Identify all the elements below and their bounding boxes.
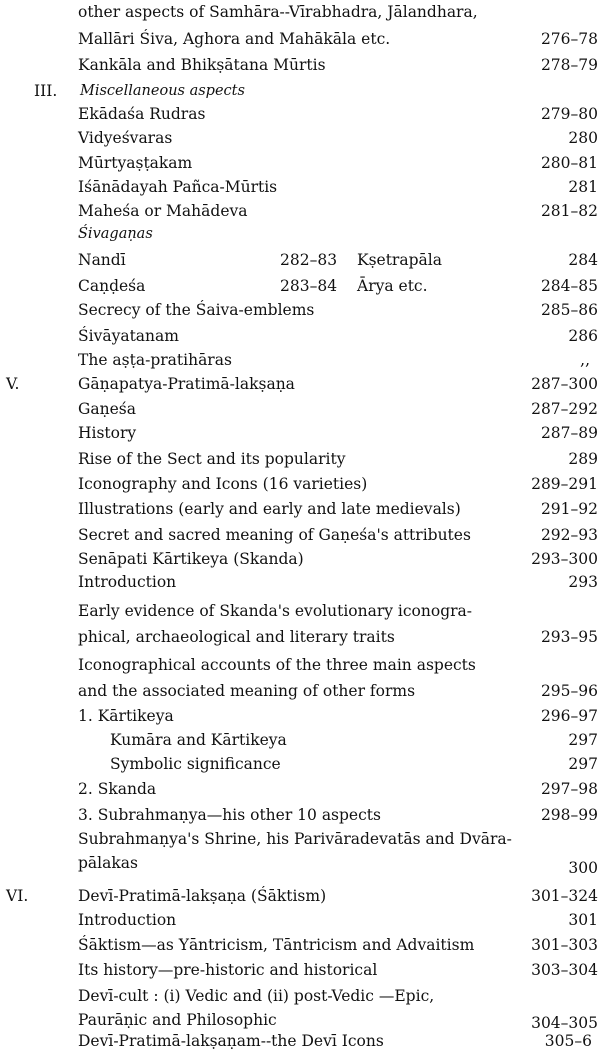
- entry-text: Subrahmaṇya's Shrine, his Parivāradevatās and Dvāra-: [78, 830, 512, 848]
- entry-text: Caṇḍeśa: [78, 277, 146, 295]
- toc-line: [0, 706, 600, 730]
- page-number: 293–300: [531, 550, 598, 568]
- page-number: 289: [568, 450, 598, 468]
- page-number: 300: [568, 859, 598, 877]
- toc-line: [0, 525, 600, 549]
- page-number: 289–291: [531, 475, 598, 493]
- toc-line: [0, 55, 600, 79]
- toc-line: [0, 399, 600, 423]
- section-number: VI.: [6, 887, 29, 905]
- entry-text: Illustrations (early and early and late medievals): [78, 500, 461, 518]
- entry-text: Introduction: [78, 573, 177, 591]
- toc-line: [0, 853, 600, 877]
- page-number: 303–304: [531, 961, 598, 979]
- mid-entry-text: Kṣetrapāla: [357, 251, 442, 269]
- page-number: 286: [568, 327, 598, 345]
- entry-text: 2. Skanda: [78, 780, 157, 798]
- toc-line: [0, 886, 600, 910]
- toc-line: [0, 81, 600, 105]
- toc-line: [0, 499, 600, 523]
- toc-line: [0, 1031, 600, 1055]
- toc-line: [0, 627, 600, 651]
- entry-text: Senāpati Kārtikeya (Skanda): [78, 550, 304, 568]
- toc-line: [0, 29, 600, 53]
- toc-line: [0, 572, 600, 596]
- page-number: 305–6: [544, 1032, 592, 1050]
- page-number: 304–305: [531, 1014, 598, 1032]
- toc-line: [0, 986, 600, 1010]
- mid-entry-text: Ārya etc.: [357, 277, 428, 295]
- entry-text: Paurāṇic and Philosophic: [78, 1011, 277, 1029]
- entry-text: Mūrtyaṣṭakam: [78, 154, 193, 172]
- toc-line: [0, 754, 600, 778]
- ditto-mark: ,,: [580, 351, 590, 369]
- toc-line: [0, 474, 600, 498]
- toc-line: [0, 2, 600, 26]
- page-number: 285–86: [540, 301, 598, 319]
- mid-page-number: 282–83: [280, 251, 338, 269]
- page-number: 284–85: [540, 277, 598, 295]
- toc-line: [0, 153, 600, 177]
- toc-line: [0, 423, 600, 447]
- section-title: Devī-Pratimā-lakṣaṇa (Śāktism): [78, 887, 327, 905]
- toc-line: [0, 128, 600, 152]
- section-number: III.: [34, 82, 58, 100]
- entry-text: other aspects of Samhāra--Vīrabhadra, Jālandhara,: [78, 3, 478, 21]
- page-number: 279–80: [540, 105, 598, 123]
- section-heading: Miscellaneous aspects: [80, 83, 245, 99]
- page-number: 301–303: [531, 936, 598, 954]
- page-number: 292–93: [540, 526, 598, 544]
- section-title: Gāṇapatya-Pratimā-lakṣaṇa: [78, 375, 295, 393]
- entry-text: Maheśa or Mahādeva: [78, 202, 248, 220]
- page-number: 297: [568, 731, 598, 749]
- entry-text: History: [78, 424, 137, 442]
- page-number: 297: [568, 755, 598, 773]
- entry-text: Its history—pre-historic and historical: [78, 961, 378, 979]
- entry-text: Gaṇeśa: [78, 400, 136, 418]
- page-number: 276–78: [540, 30, 598, 48]
- section-number: V.: [6, 375, 20, 393]
- entry-text: Nandī: [78, 251, 126, 269]
- entry-text: Introduction: [78, 911, 177, 929]
- entry-text: Rise of the Sect and its popularity: [78, 450, 346, 468]
- entry-text: phical, archaeological and literary traits: [78, 628, 395, 646]
- toc-line: [0, 655, 600, 679]
- entry-text: Vidyeśvaras: [78, 129, 173, 147]
- toc-line: [0, 730, 600, 754]
- toc-line: [0, 601, 600, 625]
- entry-text: and the associated meaning of other forms: [78, 682, 416, 700]
- entry-text: Śivāyatanam: [78, 327, 179, 345]
- entry-text: Early evidence of Skanda's evolutionary iconogra-: [78, 602, 473, 620]
- entry-text: Secrecy of the Śaiva-emblems: [78, 301, 315, 319]
- entry-text: Iśānādayah Pañca-Mūrtis: [78, 178, 278, 196]
- page-number: 296–97: [540, 707, 598, 725]
- page-number: 287–300: [531, 375, 598, 393]
- entry-text: Devī-Pratimā-lakṣaṇam--the Devī Icons: [78, 1032, 384, 1050]
- page-number: 295–96: [540, 682, 598, 700]
- entry-text: Secret and sacred meaning of Gaṇeśa's attributes: [78, 526, 471, 544]
- toc-line: [0, 224, 600, 248]
- toc-line: [0, 805, 600, 829]
- toc-line: [0, 104, 600, 128]
- toc-line: [0, 276, 600, 300]
- entry-text: Devī-cult : (i) Vedic and (ii) post-Vedic —Epic,: [78, 987, 435, 1005]
- entry-text: Ekādaśa Rudras: [78, 105, 206, 123]
- toc-line: [0, 177, 600, 201]
- page-number: 293–95: [540, 628, 598, 646]
- page-number: 301–324: [531, 887, 598, 905]
- entry-text: Iconographical accounts of the three main aspects: [78, 656, 476, 674]
- entry-text: 1. Kārtikeya: [78, 707, 174, 725]
- page-number: 301: [568, 911, 598, 929]
- toc-line: [0, 350, 600, 374]
- page-number: 281–82: [540, 202, 598, 220]
- page-number: 281: [568, 178, 598, 196]
- page-number: 287–89: [540, 424, 598, 442]
- page-number: 293: [568, 573, 598, 591]
- toc-line: [0, 449, 600, 473]
- toc-line: [0, 300, 600, 324]
- page-number: 297–98: [540, 780, 598, 798]
- toc-line: [0, 549, 600, 573]
- entry-text: Symbolic significance: [110, 755, 281, 773]
- toc-line: [0, 681, 600, 705]
- toc-line: [0, 374, 600, 398]
- subheading: Śivagaṇas: [78, 226, 153, 242]
- toc-line: [0, 250, 600, 274]
- toc-line: [0, 910, 600, 934]
- entry-text: pālakas: [78, 854, 138, 872]
- page-number: 280: [568, 129, 598, 147]
- entry-text: Iconography and Icons (16 varieties): [78, 475, 368, 493]
- toc-line: [0, 326, 600, 350]
- toc-line: [0, 201, 600, 225]
- toc-line: [0, 935, 600, 959]
- page-number: 298–99: [540, 806, 598, 824]
- page-number: 291–92: [540, 500, 598, 518]
- toc-line: [0, 779, 600, 803]
- entry-text: Kankāla and Bhikṣātana Mūrtis: [78, 56, 326, 74]
- page-number: 284: [568, 251, 598, 269]
- entry-text: Śāktism—as Yāntricism, Tāntricism and Advaitism: [78, 936, 475, 954]
- entry-text: Kumāra and Kārtikeya: [110, 731, 287, 749]
- entry-text: The aṣṭa-pratihāras: [78, 351, 232, 369]
- mid-page-number: 283–84: [280, 277, 338, 295]
- toc-line: [0, 960, 600, 984]
- page-number: 287–292: [531, 400, 598, 418]
- page-number: 280–81: [540, 154, 598, 172]
- entry-text: 3. Subrahmaṇya—his other 10 aspects: [78, 806, 381, 824]
- entry-text: Mallāri Śiva, Aghora and Mahākāla etc.: [78, 30, 391, 48]
- toc-line: [0, 829, 600, 853]
- page-number: 278–79: [540, 56, 598, 74]
